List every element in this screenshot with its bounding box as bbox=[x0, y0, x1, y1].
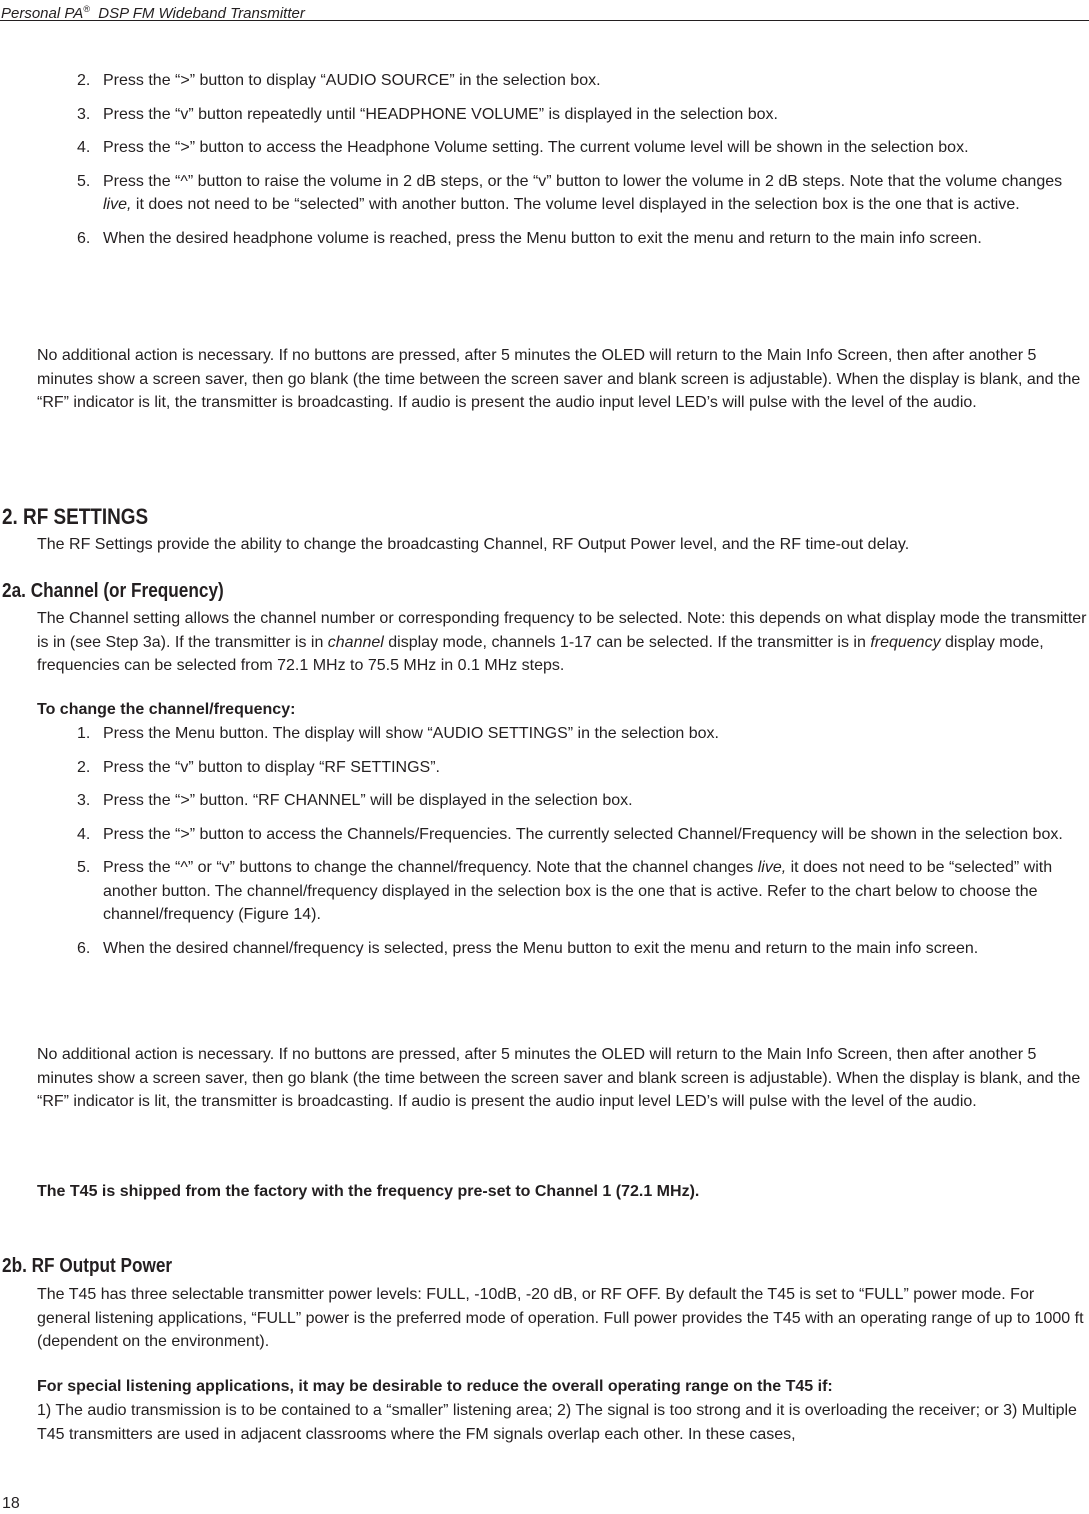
rf-settings-heading: 2. RF SETTINGS bbox=[2, 504, 149, 529]
step-number: 5. bbox=[77, 859, 91, 876]
step-text-main: Press the “^” or “v” buttons to change the channel/frequency. Note that the channel changes bbox=[103, 859, 758, 876]
step-text-italic: live, bbox=[757, 859, 787, 876]
registered-mark: ® bbox=[83, 4, 90, 14]
step-text-main: Press the “>” button to display “AUDIO SOURCE” in the selection box. bbox=[103, 72, 601, 89]
step-text-main: Press the “v” button to display “RF SETTINGS”. bbox=[103, 758, 440, 776]
step-number: 5. bbox=[77, 172, 91, 190]
howto-heading: To change the channel/frequency: bbox=[37, 701, 296, 718]
step-number: 2. bbox=[77, 72, 91, 89]
step-text bbox=[103, 756, 1086, 780]
step-text bbox=[103, 227, 1086, 251]
step-text bbox=[103, 789, 1086, 813]
step-number: 3. bbox=[77, 792, 91, 809]
intro-italic-channel: channel bbox=[327, 633, 384, 651]
step-text-italic: live, bbox=[103, 196, 132, 213]
document-title bbox=[1, 0, 305, 23]
step-number: 4. bbox=[77, 139, 91, 156]
step-text-main: Press the “>” button to access the Channels/Frequencies. The currently selected Channel/Frequency will be shown in the selection box. bbox=[103, 825, 1063, 843]
step-text-rest: it does not need to be “selected” with another button. The channel/frequency displayed in the selection box is the one that is active. Refer to the chart below to choose the channel/frequency (Figure 14). bbox=[103, 859, 1053, 923]
step-text bbox=[103, 722, 1086, 746]
rf-output-power-heading: 2b. RF Output Power bbox=[2, 1255, 173, 1277]
title-main: Personal PA bbox=[1, 5, 84, 22]
intro-italic-frequency: frequency bbox=[870, 633, 941, 651]
step-number: 6. bbox=[77, 939, 91, 957]
list-item bbox=[0, 227, 1089, 251]
step-text-main: Press the “^” button to raise the volume in 2 dB steps, or the “v” button to lower the volume in 2 dB steps. Note that the volume changes bbox=[103, 172, 1063, 190]
step-text bbox=[103, 69, 1086, 93]
page-number: 18 bbox=[2, 1495, 20, 1512]
list-item bbox=[0, 823, 1089, 847]
list-item bbox=[0, 170, 1089, 217]
step-text bbox=[103, 823, 1086, 847]
step-number: 4. bbox=[77, 825, 91, 843]
running-header bbox=[0, 0, 1089, 21]
channel-heading: 2a. Channel (or Frequency) bbox=[2, 580, 224, 602]
list-item bbox=[0, 69, 1089, 93]
audio-steps-list bbox=[0, 69, 1089, 260]
list-item bbox=[0, 756, 1089, 780]
step-number: 2. bbox=[77, 758, 91, 776]
channel-steps-list bbox=[0, 722, 1089, 970]
step-text bbox=[103, 170, 1086, 217]
step-text bbox=[103, 136, 1086, 160]
intro-part-e: display mode, frequencies can be selected from 72.1 MHz to 75.5 MHz in 0.1 MHz steps. bbox=[37, 633, 1044, 674]
title-rest: DSP FM Wideband Transmitter bbox=[89, 5, 305, 22]
intro-part-c: display mode, channels 1-17 can be selected. If the transmitter is in bbox=[383, 633, 871, 651]
step-text-main: When the desired headphone volume is reached, press the Menu button to exit the menu and return to the main info screen. bbox=[103, 229, 982, 247]
step-text-main: Press the Menu button. The display will show “AUDIO SETTINGS” in the selection box. bbox=[103, 725, 719, 742]
step-text-rest: it does not need to be “selected” with another button. The volume level displayed in the selection box is the one that is active. bbox=[131, 196, 1020, 213]
step-number: 6. bbox=[77, 229, 91, 247]
step-text bbox=[103, 103, 1086, 127]
step-number: 1. bbox=[77, 725, 91, 742]
list-item bbox=[0, 856, 1089, 927]
list-item bbox=[0, 103, 1089, 127]
channel-note: No additional action is necessary. If no buttons are pressed, after 5 minutes the OLED will return to the Main Info Screen, then after another 5 minutes show a screen saver, then go blank (the time between the screen saver and blank screen is adjustable). When the display is blank, and the “RF” indicator is lit, the transmitter is broadcasting. If audio is present the audio input level LED’s will pulse with the level of the audio. bbox=[37, 1046, 1081, 1110]
step-text bbox=[103, 856, 1086, 927]
step-text-main: When the desired channel/frequency is selected, press the Menu button to exit the menu and return to the main info screen. bbox=[103, 939, 979, 957]
step-text-main: Press the “v” button repeatedly until “HEADPHONE VOLUME” is displayed in the selection box. bbox=[103, 105, 778, 123]
factory-note: The T45 is shipped from the factory with the frequency pre-set to Channel 1 (72.1 MHz). bbox=[37, 1183, 700, 1200]
special-heading: For special listening applications, it may be desirable to reduce the overall operating range on the T45 if: bbox=[37, 1378, 833, 1395]
step-text-main: Press the “>” button. “RF CHANNEL” will be displayed in the selection box. bbox=[103, 792, 633, 809]
step-text bbox=[103, 937, 1086, 961]
step-number: 3. bbox=[77, 105, 91, 123]
step-text-main: Press the “>” button to access the Headphone Volume setting. The current volume level will be shown in the selection box. bbox=[103, 139, 969, 156]
rf-settings-intro: The RF Settings provide the ability to change the broadcasting Channel, RF Output Power level, and the RF time-out delay. bbox=[37, 536, 910, 553]
list-item bbox=[0, 136, 1089, 160]
list-item bbox=[0, 722, 1089, 746]
channel-intro bbox=[37, 607, 1087, 678]
list-item bbox=[0, 937, 1089, 961]
special-text: 1) The audio transmission is to be contained to a “smaller” listening area; 2) The signal is too strong and it is overloading the receiver; or 3) Multiple T45 transmitters are used in adjacent classrooms where the FM signals overlap each other. In these cases, bbox=[37, 1402, 1077, 1443]
power-intro: The T45 has three selectable transmitter power levels: FULL, -10dB, -20 dB, or RF OFF. By default the T45 is set to “FULL” power mode. For general listening applications, “FULL” power is the preferred mode of operation. Full power provides the T45 with an operating range of up to 1000 ft (dependent on the environment). bbox=[37, 1286, 1084, 1350]
list-item bbox=[0, 789, 1089, 813]
audio-note: No additional action is necessary. If no buttons are pressed, after 5 minutes the OLED will return to the Main Info Screen, then after another 5 minutes show a screen saver, then go blank (the time between the screen saver and blank screen is adjustable). When the display is blank, and the “RF” indicator is lit, the transmitter is broadcasting. If audio is present the audio input level LED’s will pulse with the level of the audio. bbox=[37, 347, 1081, 411]
intro-part-a: The Channel setting allows the channel number or corresponding frequency to be selected. Note: this depends on what display mode the transmitter is in (see Step 3a). If the transmitter is in bbox=[37, 610, 1087, 651]
